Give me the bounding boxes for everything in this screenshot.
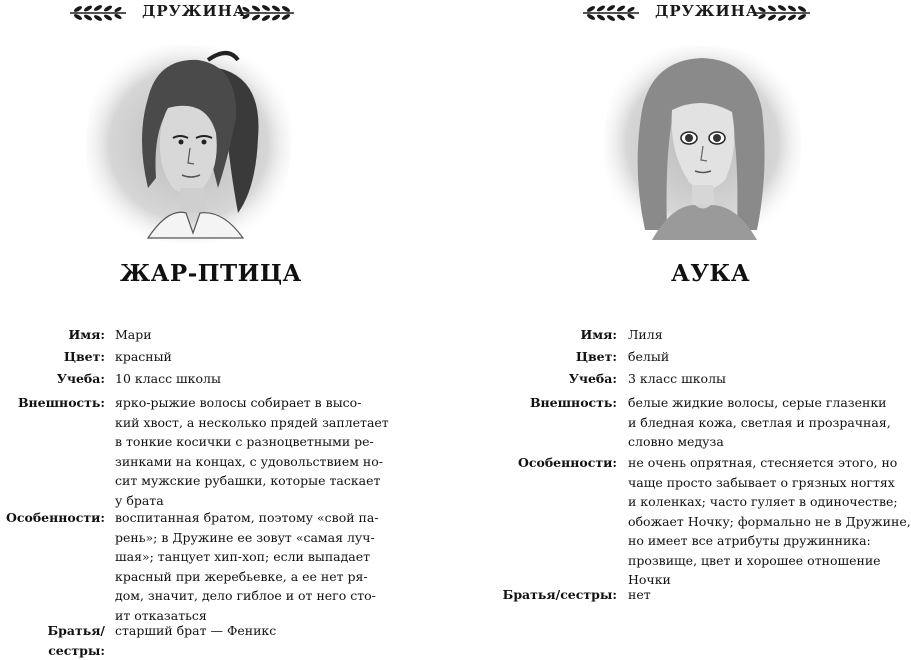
text-line: ярко-рыжие волосы собирает в высо- (115, 395, 362, 410)
card-header (439, 2, 877, 24)
field-value: красный (115, 349, 172, 364)
field-label: Братья/сестры: (502, 587, 617, 602)
field-value (115, 508, 379, 625)
text-line: и коленках; часто гуляет в одиночестве; (628, 494, 898, 509)
character-name: ЖАР-ПТИЦА (120, 260, 302, 287)
character-card-right (439, 0, 911, 642)
field-label: Учеба: (56, 371, 105, 386)
field-value: нет (628, 587, 651, 602)
field-label: Братья/сестры: (47, 623, 105, 658)
character-card-left (0, 0, 438, 658)
field-label: Учеба: (568, 371, 617, 386)
text-line: не очень опрятная, стесняется этого, но (628, 455, 898, 470)
field-label: Имя: (580, 327, 617, 342)
field-value (628, 393, 891, 452)
text-line: чаще просто забывает о грязных ногтях (628, 474, 895, 490)
card-header-title: ДРУЖИНА (142, 2, 247, 20)
text-line: дом, значит, дело гиблое и от него сто- (115, 588, 376, 603)
text-line: зинками на концах, с удовольствием но- (115, 453, 384, 469)
field-label: Особенности: (5, 510, 105, 525)
text-line: обожает Ночку; формально не в Дружине, (628, 513, 911, 529)
field-value (628, 453, 911, 590)
text-line: кий хвост, а несколько прядей заплетает (115, 414, 389, 430)
text-line: белые жидкие волосы, серые глазенки (628, 395, 887, 410)
field-value: старший брат — Феникс (115, 623, 277, 638)
text-line: Ночки (628, 572, 671, 587)
field-label: Внешность: (17, 395, 105, 410)
field-value: 10 класс школы (115, 371, 221, 386)
field-label: Цвет: (575, 349, 617, 364)
text-line: сит мужские рубашки, которые таскает (115, 473, 381, 488)
text-line: словно медуза (628, 434, 724, 449)
text-line: прозвище, цвет и хорошее отношение (628, 552, 881, 568)
text-line: шая»; танцует хип-хоп; если выпадает (115, 549, 371, 564)
field-value: 3 класс школы (628, 371, 726, 386)
field-value (115, 393, 389, 510)
text-line: рень»; в Дружине ее зовут «самая луч- (115, 529, 375, 545)
laurel-right-icon (752, 4, 812, 22)
text-line: ит отказаться (115, 607, 207, 623)
portrait-illustration (78, 38, 298, 248)
field-label: Имя: (68, 327, 105, 342)
card-header (0, 2, 438, 24)
text-line: в тонкие косички с разноцветными ре- (115, 434, 374, 449)
text-line: у брата (115, 492, 164, 508)
laurel-left-icon (581, 4, 641, 22)
character-name: АУКА (671, 260, 751, 287)
card-header-title: ДРУЖИНА (655, 2, 760, 20)
text-line: но имеет все атрибуты дружинника: (628, 533, 871, 548)
field-label: Цвет: (63, 349, 105, 364)
laurel-right-icon (236, 4, 296, 22)
field-value: белый (628, 349, 670, 364)
field-value: Мари (115, 327, 152, 342)
field-label: Особенности: (517, 455, 617, 470)
text-line: красный при жеребьевке, а ее нет ря- (115, 568, 368, 584)
laurel-left-icon (68, 4, 128, 22)
portrait-illustration (597, 40, 807, 245)
text-line: воспитанная братом, поэтому «свой па- (115, 510, 379, 525)
field-value: Лиля (628, 327, 663, 342)
field-label: Внешность: (529, 395, 617, 410)
text-line: и бледная кожа, светлая и прозрачная, (628, 414, 891, 430)
